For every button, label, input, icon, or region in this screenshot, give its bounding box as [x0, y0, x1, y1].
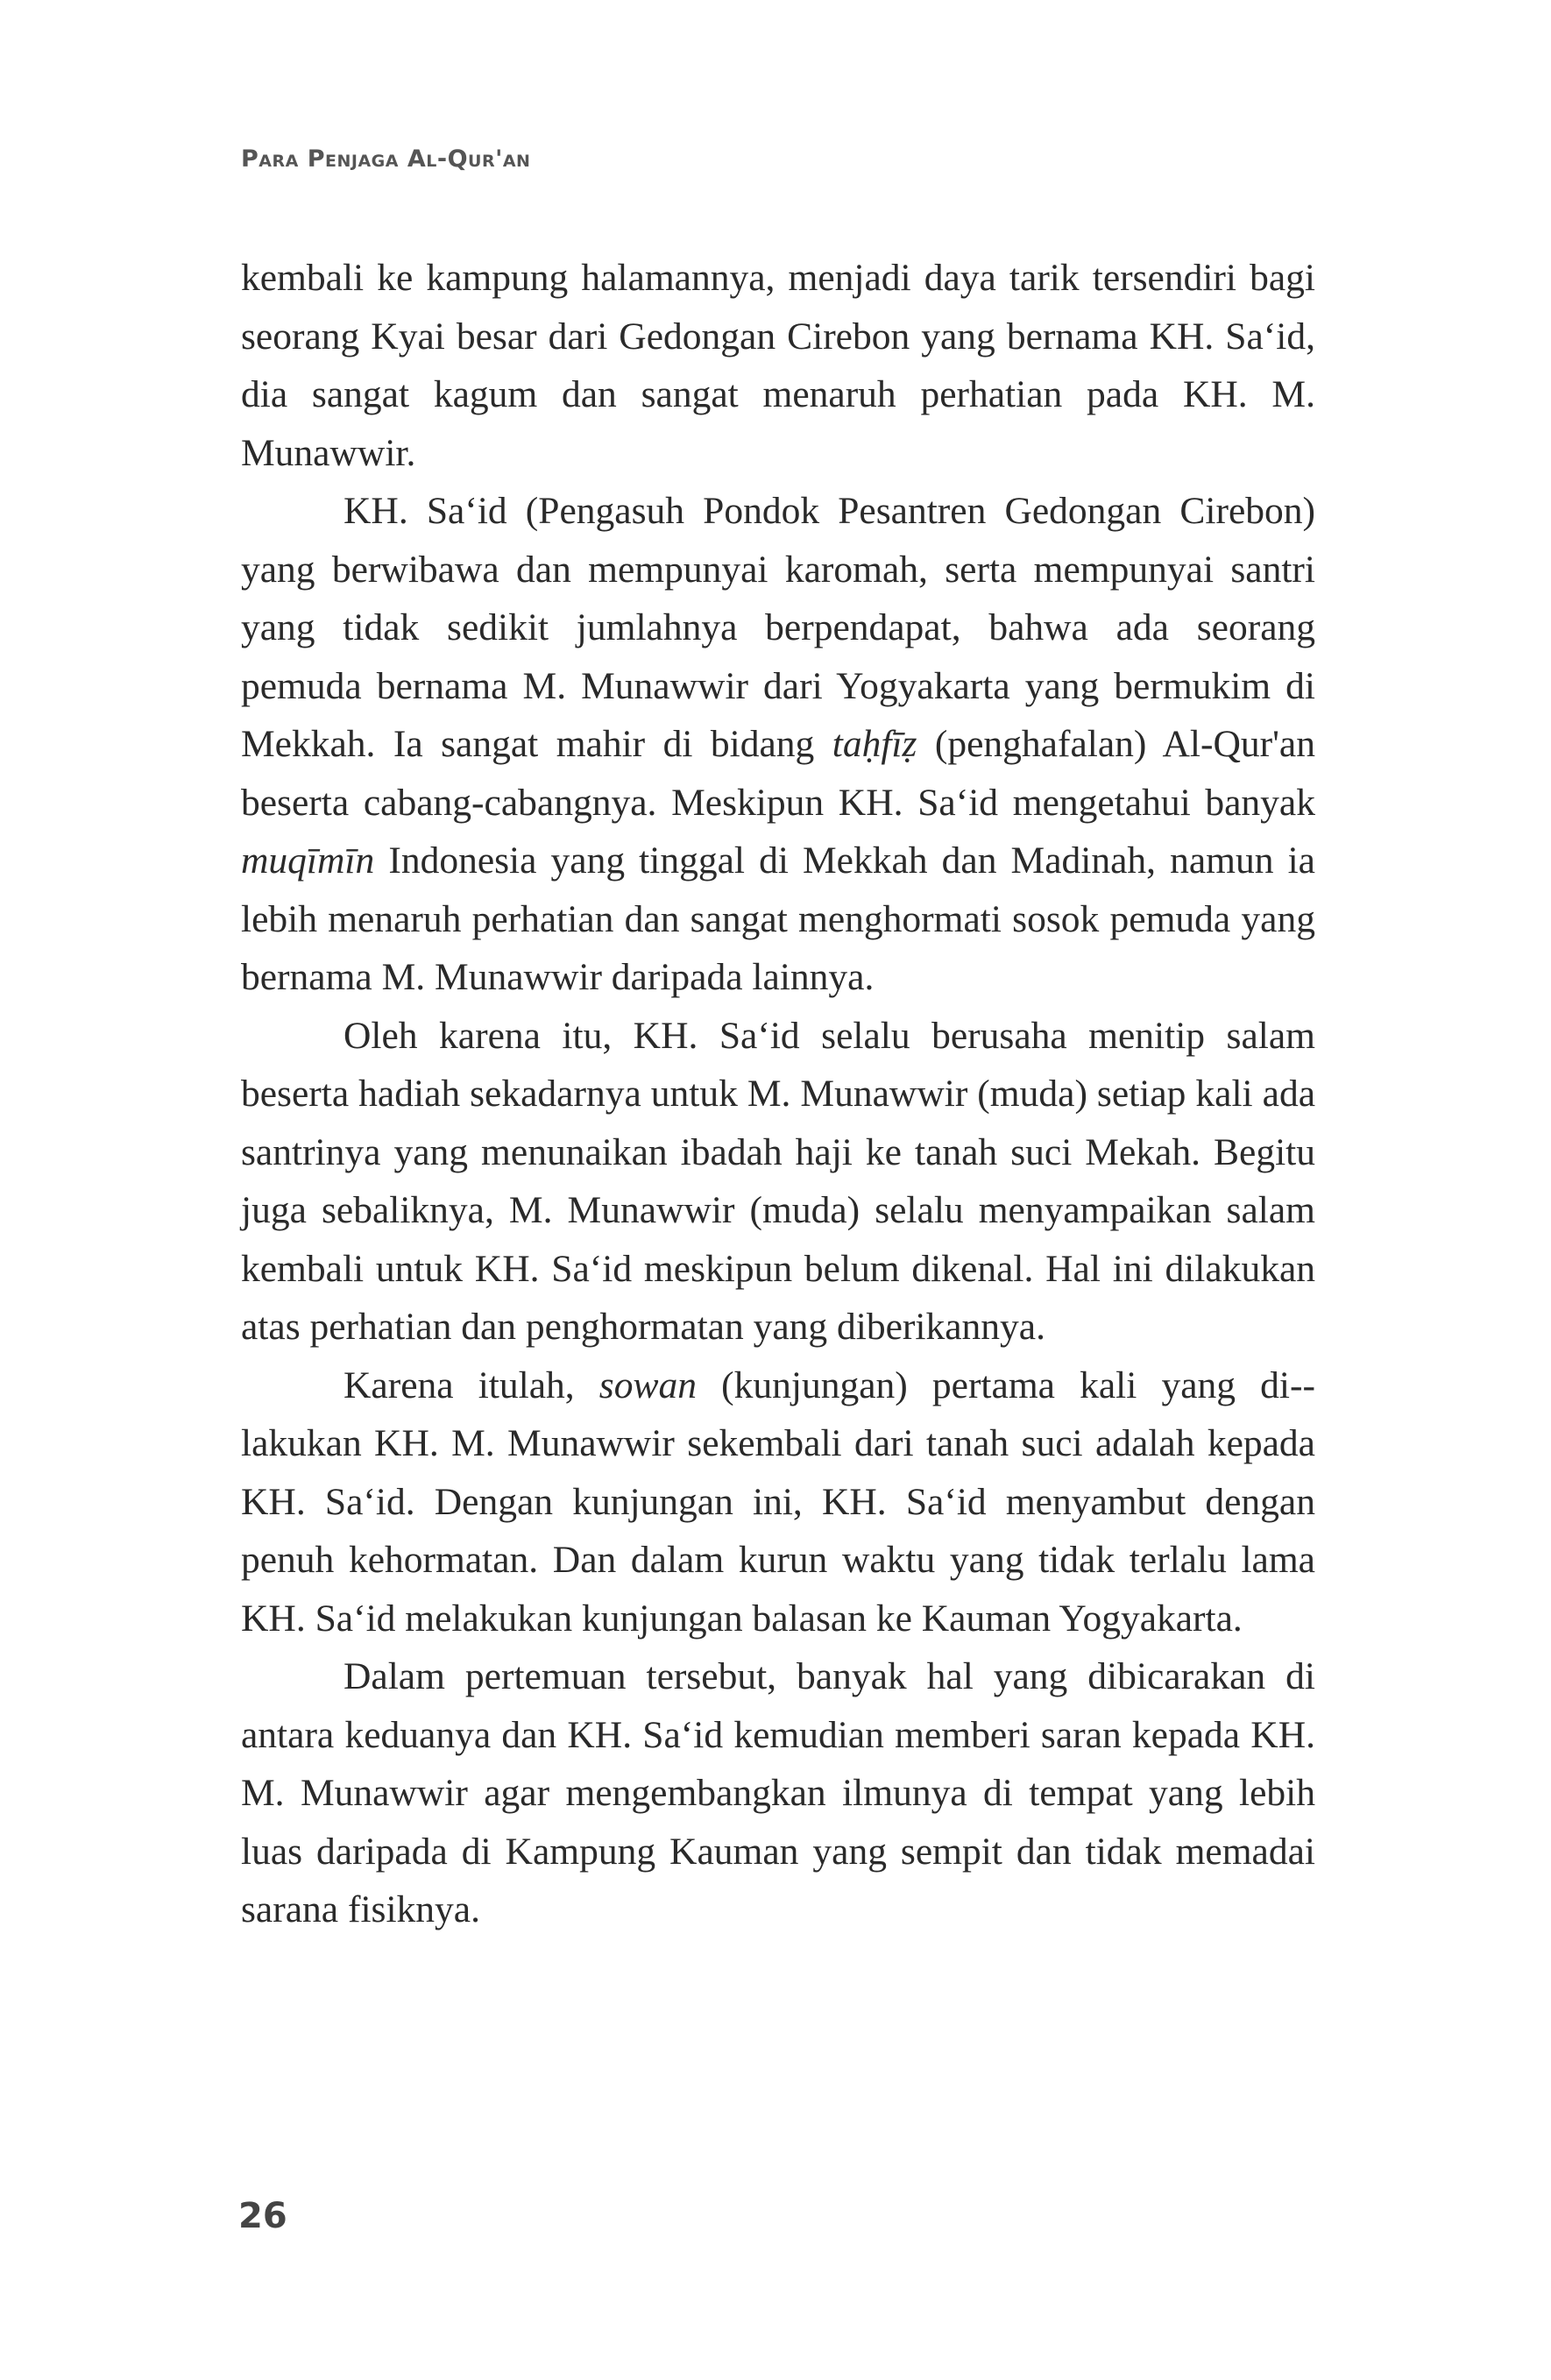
paragraph-2	[241, 482, 1315, 1007]
paragraph-3-text: Oleh karena itu, KH. Sa‘id selalu berusaha menitip salam beserta hadiah sekadarnya untuk M. Munawwir (muda) setiap kali ada santrinya yang menunaikan ibadah haji ke tanah suci Mekah. Begitu juga sebaliknya, M. Munawwir (muda) selalu menyampaikan salam kembali untuk KH. Sa‘id meskipun belum dikenal. Hal ini dilakukan atas perhatian dan penghormatan yang diberikannya.	[241, 1014, 1315, 1348]
paragraph-4-text-a: Karena itulah,	[343, 1364, 599, 1406]
paragraph-2-text-c: Indonesia yang tinggal di Mekkah dan Madinah, namun ia lebih menaruh perhatian dan sangat menghormati sosok pemuda yang bernama M. Munawwir daripada lainnya.	[241, 839, 1315, 998]
paragraph-2-text-b: (penghafalan) Al-Qur'an beserta cabang-cabangnya. Meskipun KH. Sa‘id mengetahui banyak	[241, 723, 1315, 824]
body-text	[241, 249, 1315, 1939]
italic-term-sowan: sowan	[598, 1364, 697, 1406]
running-head: Para Penjaga Al-Qur'an	[241, 145, 531, 173]
italic-term-tahfiz: taḥfīẓ	[832, 723, 917, 765]
page-number: 26	[238, 2196, 287, 2236]
paragraph-1-text: kembali ke kampung halamannya, menjadi daya tarik tersendiri bagi seorang Kyai besar dari Gedongan Cirebon yang bernama KH. Sa‘id, dia sangat kagum dan sangat menaruh perhatian pada KH. M. Munawwir.	[241, 257, 1315, 474]
paragraph-1	[241, 249, 1315, 482]
paragraph-4-text-b: (kunjungan) pertama kali yang di-lakukan KH. M. Munawwir sekembali dari tanah suci adalah kepada KH. Sa‘id. Dengan kunjungan ini, KH. Sa‘id menyambut dengan penuh kehormatan. Dan dalam kurun waktu yang tidak terlalu lama KH. Sa‘id melakukan kunjungan balasan ke Kauman Yogyakarta.	[241, 1364, 1315, 1640]
italic-term-muqimin: muqīmīn	[241, 839, 375, 882]
paragraph-5	[241, 1647, 1315, 1939]
paragraph-2-text-a: KH. Sa‘id (Pengasuh Pondok Pesantren Gedongan Cirebon) yang berwibawa dan mempunyai karomah, serta mempunyai santri yang tidak sedikit jumlahnya berpendapat, bahwa ada seorang pemuda bernama M. Munawwir dari Yogyakarta yang bermukim di Mekkah. Ia sangat mahir di bidang	[241, 490, 1315, 765]
paragraph-3	[241, 1007, 1315, 1356]
paragraph-5-text: Dalam pertemuan tersebut, banyak hal yang dibicarakan di antara keduanya dan KH. Sa‘id kemudian memberi saran kepada KH. M. Munawwir agar mengembangkan ilmunya di tempat yang lebih luas daripada di Kampung Kauman yang sempit dan tidak memadai sarana fisiknya.	[241, 1655, 1315, 1930]
paragraph-4	[241, 1356, 1315, 1648]
